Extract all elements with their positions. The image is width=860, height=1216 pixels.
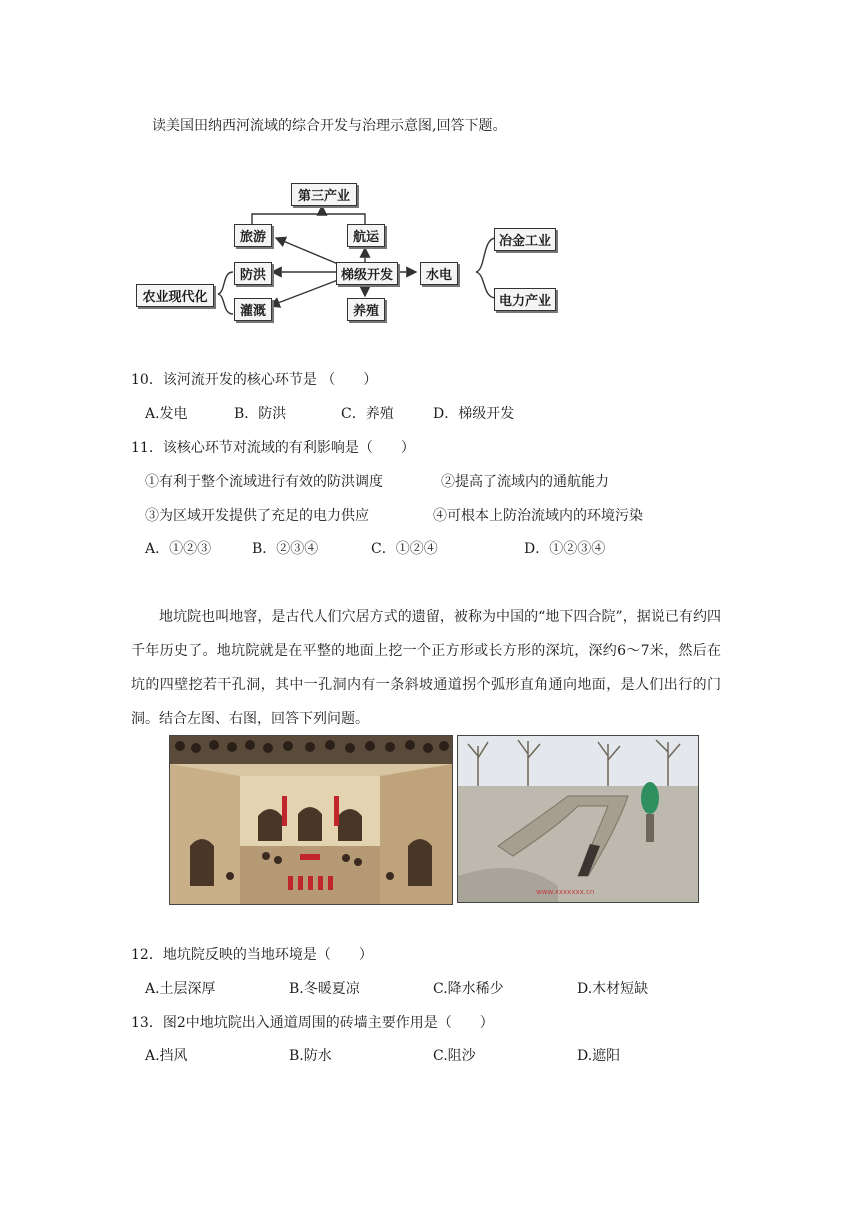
q13-option-c: C.阻沙 bbox=[433, 1048, 476, 1064]
tourism-box: 旅游 bbox=[234, 224, 272, 247]
shipping-box: 航运 bbox=[347, 224, 385, 247]
q13-option-b: B.防水 bbox=[289, 1048, 332, 1064]
q13-option-d: D.遮阳 bbox=[577, 1048, 621, 1064]
q11-statement-1: ①有利于整个流域进行有效的防洪调度 bbox=[145, 474, 383, 490]
q11-stem: 11．该核心环节对流域的有利影响是（ ） bbox=[131, 440, 415, 456]
q11-option-a: A．①②③ bbox=[145, 541, 212, 557]
q12-option-a: A.土层深厚 bbox=[145, 981, 216, 997]
metallurgy-box: 冶金工业 bbox=[494, 228, 556, 251]
cascade-development-box: 梯级开发 bbox=[336, 262, 398, 285]
diagram-connectors bbox=[0, 0, 860, 340]
hydropower-box: 水电 bbox=[420, 262, 458, 285]
q13-option-a: A.挡风 bbox=[145, 1048, 188, 1064]
entrance-passage-graphic bbox=[458, 736, 698, 902]
flood-control-box: 防洪 bbox=[234, 262, 272, 285]
q10-option-c: C．养殖 bbox=[341, 406, 394, 422]
power-industry-box: 电力产业 bbox=[494, 288, 556, 311]
q11-option-b: B．②③④ bbox=[252, 541, 319, 557]
dikengyuan-passage bbox=[131, 600, 721, 736]
entrance-passage-photo-right bbox=[457, 735, 699, 903]
agriculture-modernization-box: 农业现代化 bbox=[136, 284, 214, 307]
q10-option-a: A.发电 bbox=[145, 406, 188, 422]
q11-option-d: D．①②③④ bbox=[524, 541, 606, 557]
courtyard-photo-left bbox=[169, 735, 453, 905]
q12-option-b: B.冬暖夏凉 bbox=[289, 981, 360, 997]
q13-stem: 13．图2中地坑院出入通道周围的砖墙主要作用是（ ） bbox=[131, 1015, 494, 1031]
q12-option-d: D.木材短缺 bbox=[577, 981, 649, 997]
q11-option-c: C．①②④ bbox=[371, 541, 438, 557]
tertiary-industry-box: 第三产业 bbox=[291, 183, 357, 206]
photo-watermark: www.xxxxxxx.cn bbox=[536, 888, 595, 896]
river-development-diagram bbox=[0, 0, 860, 340]
q12-stem: 12．地坑院反映的当地环境是（ ） bbox=[131, 947, 373, 963]
q10-option-b: B．防洪 bbox=[234, 406, 287, 422]
q10-stem: 10．该河流开发的核心环节是 （ ） bbox=[131, 372, 378, 388]
q11-statement-2: ②提高了流域内的通航能力 bbox=[441, 474, 609, 490]
passage-text: 地坑院也叫地窨，是古代人们穴居方式的遗留，被称为中国的“地下四合院”，据说已有约四千年历史了。地坑院就是在平整的地面上挖一个正方形或长方形的深坑，深约6～7米，然后在坑的四壁挖若干孔洞，其中一孔洞内有一条斜坡通道拐个弧形直角通向地面，是人们出行的门洞。结合左图、右图，回答下列问题。 bbox=[131, 609, 721, 727]
q10-option-d: D．梯级开发 bbox=[433, 406, 515, 422]
irrigation-box: 灌溉 bbox=[234, 298, 272, 321]
courtyard-photo-graphic bbox=[170, 736, 452, 904]
aquaculture-box: 养殖 bbox=[347, 298, 385, 321]
q12-option-c: C.降水稀少 bbox=[433, 981, 504, 997]
intro-text: 读美国田纳西河流域的综合开发与治理示意图,回答下题。 bbox=[152, 118, 507, 134]
q11-statement-4: ④可根本上防治流域内的环境污染 bbox=[433, 508, 643, 524]
q11-statement-3: ③为区域开发提供了充足的电力供应 bbox=[145, 508, 369, 524]
